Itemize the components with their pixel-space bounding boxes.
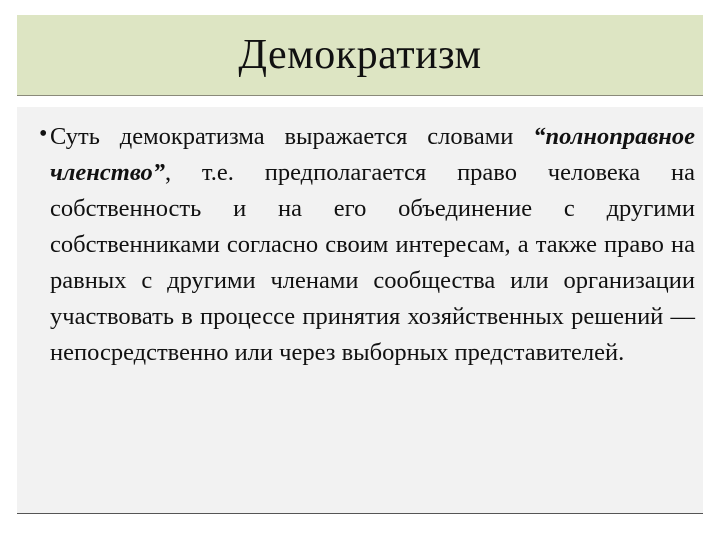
slide-title: Демократизм bbox=[238, 32, 482, 78]
emphasized-quote: “полноправное членство” bbox=[50, 123, 695, 186]
paragraph-rest: , т.е. предполагается право человека на собственность и на его объединение с другими собственниками согласно своим интересам, а также право на равных с другими членами сообщества или организации участвовать в процессе принятия хозяйственных решений — непосредственно или через выборных представителей. bbox=[50, 159, 695, 366]
bullet-paragraph bbox=[50, 119, 695, 371]
content-box bbox=[17, 107, 703, 514]
bullet-marker: • bbox=[39, 121, 48, 147]
paragraph-lead: Суть демократизма выражается словами bbox=[50, 123, 534, 150]
title-band bbox=[17, 15, 703, 96]
